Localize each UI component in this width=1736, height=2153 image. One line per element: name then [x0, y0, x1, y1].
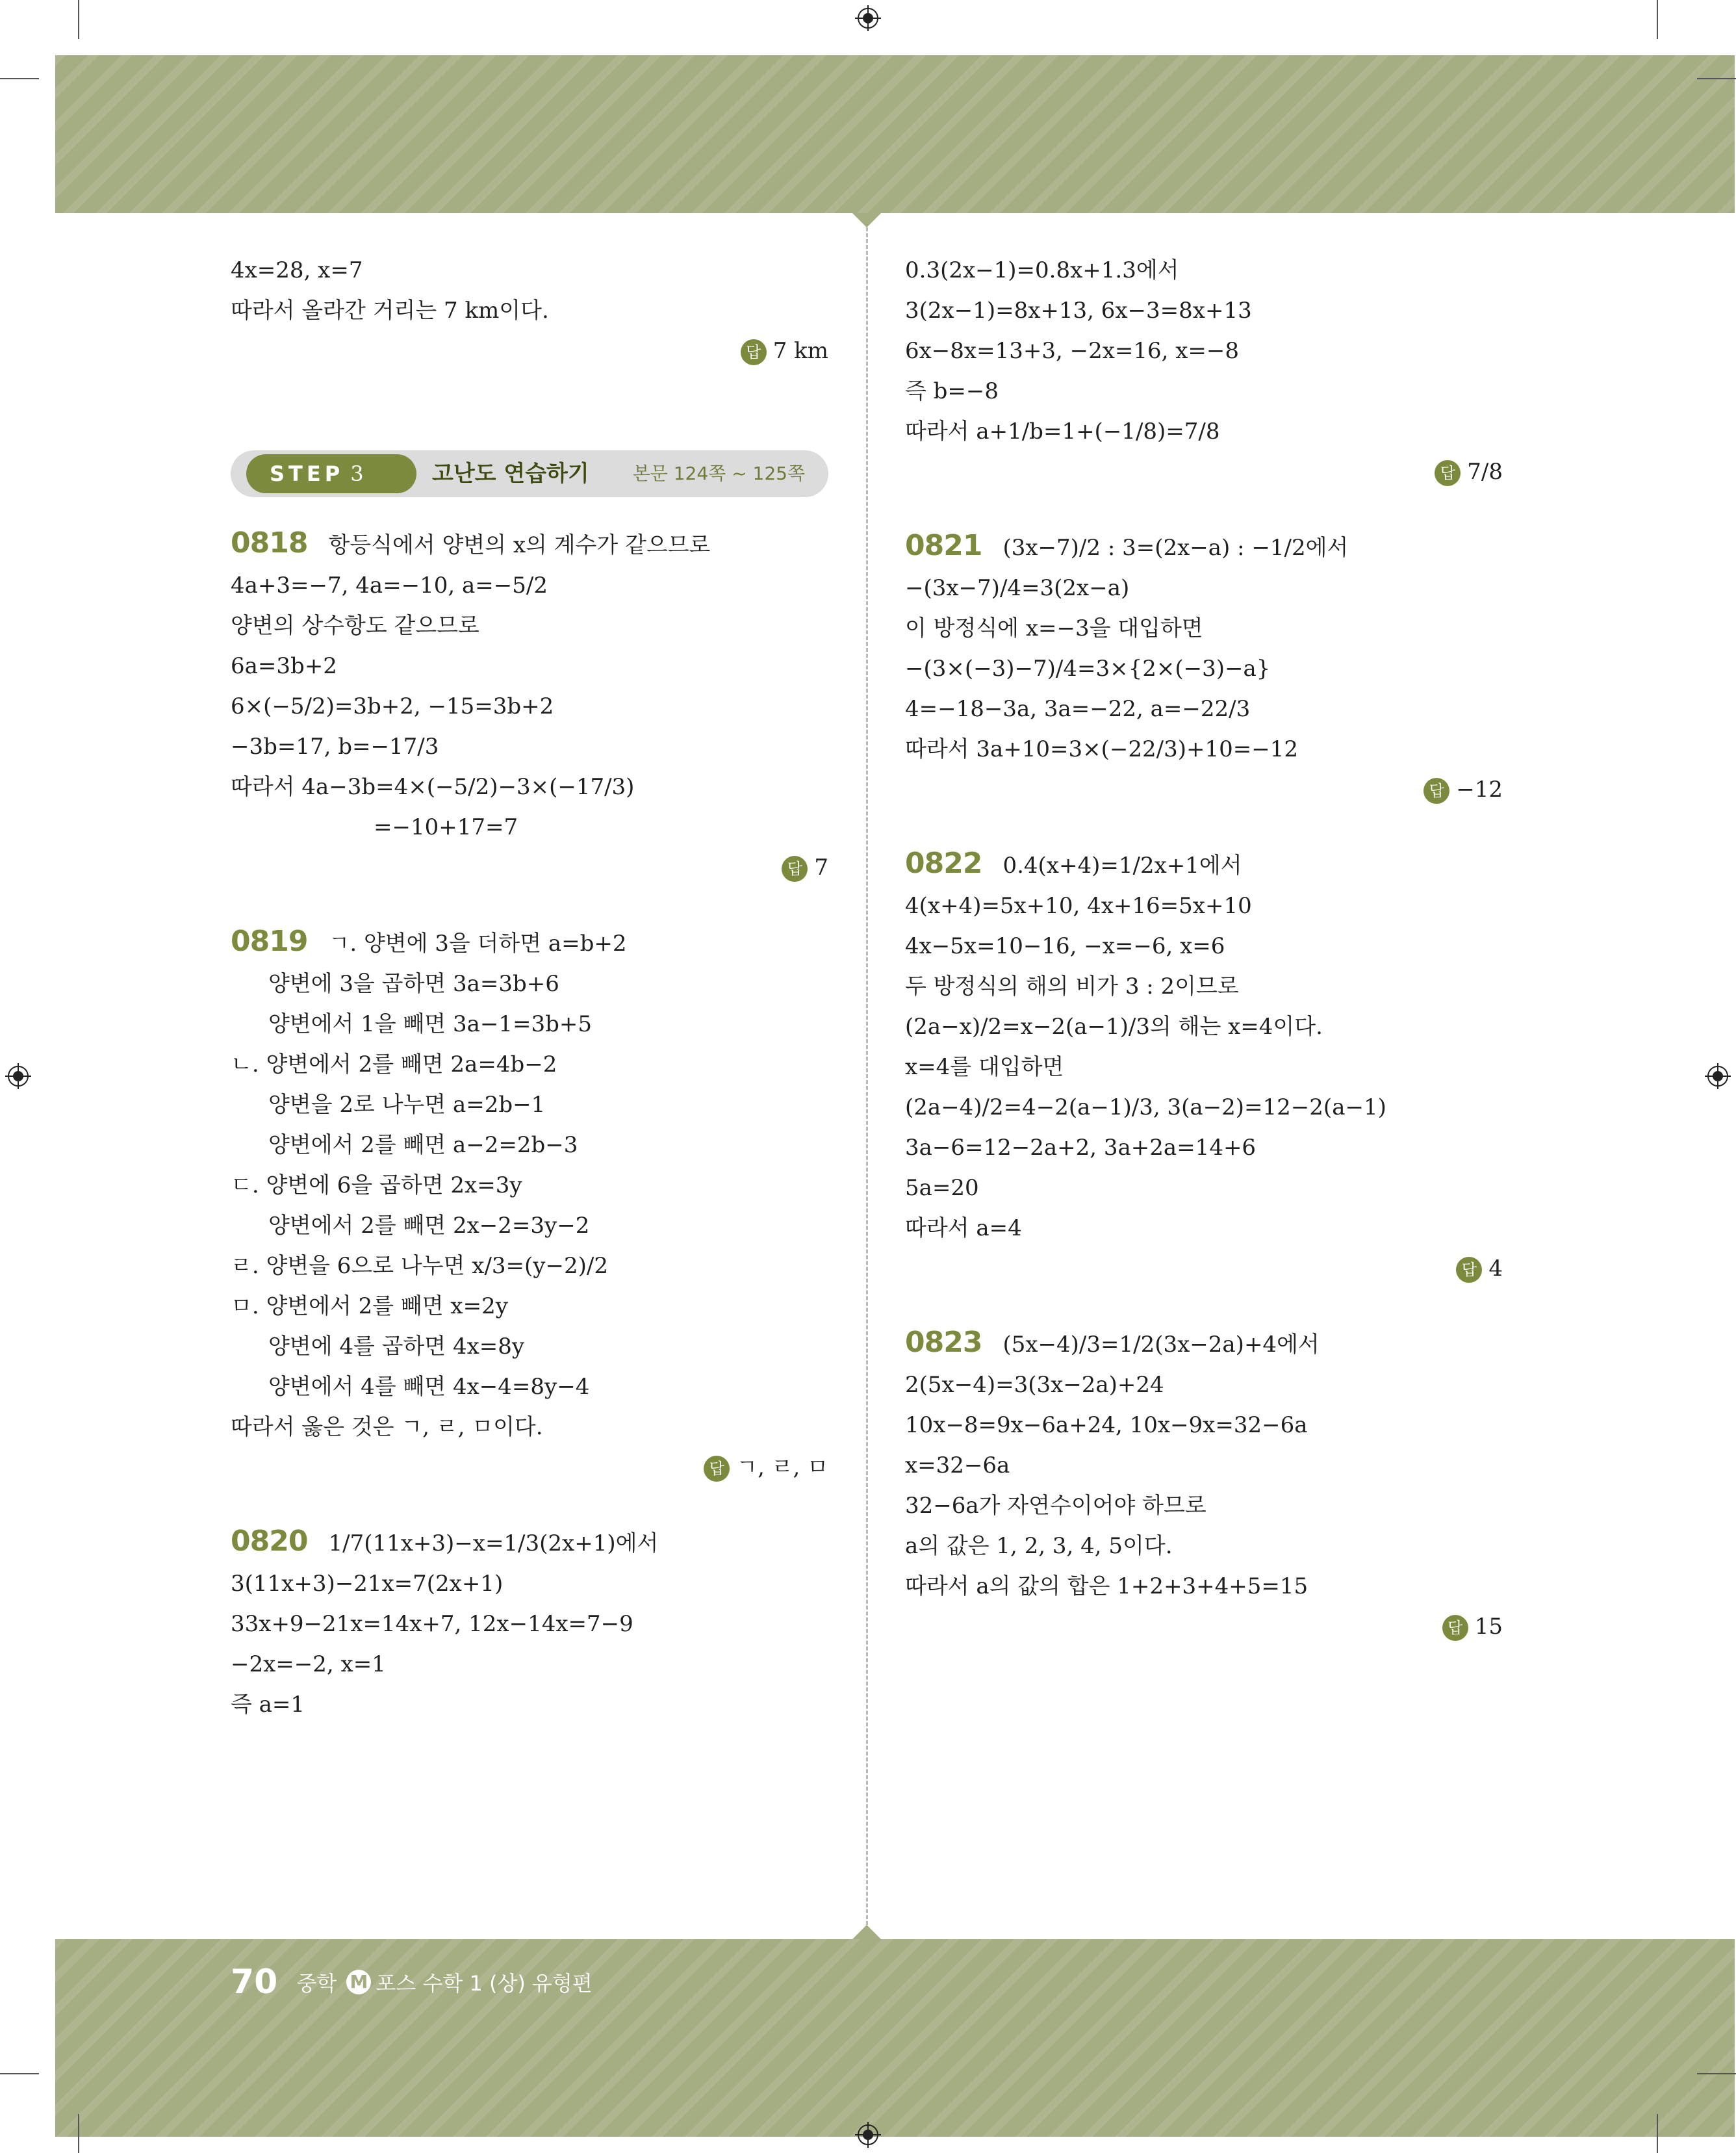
book-prefix: 중학: [296, 1971, 337, 1996]
answer-value: 7: [814, 855, 828, 881]
solution-line: 6x−8x=13+3, −2x=16, x=−8: [905, 338, 1240, 364]
answer-icon: 답: [1423, 778, 1449, 804]
solution-line: (2a−x)/2=x−2(a−1)/3의 해는 x=4이다.: [905, 1014, 1323, 1040]
solution-line: (2a−4)/2=4−2(a−1)/3, 3(a−2)=12−2(a−1): [905, 1094, 1386, 1120]
solution-line: 양변에서 2를 빼면 2x−2=3y−2: [268, 1213, 590, 1239]
solution-line: (3x−7)/2 : 3=(2x−a) : −1/2에서: [1002, 535, 1349, 561]
answer-icon: 답: [1435, 460, 1461, 486]
footer-notch: [852, 1925, 881, 1939]
solution-line: 따라서 a+1/b=1+(−1/8)=7/8: [905, 419, 1220, 445]
solution-line: 두 방정식의 해의 비가 3 : 2이므로: [905, 973, 1239, 999]
page-footer: [231, 1963, 593, 2002]
registration-mark-icon: [855, 5, 881, 31]
solution-line: x=32−6a: [905, 1452, 1010, 1478]
solution-line: 6×(−5/2)=3b+2, −15=3b+2: [231, 693, 554, 719]
answer-icon: 답: [1442, 1615, 1468, 1641]
solution-line: 양변의 상수항도 같으므로: [231, 613, 479, 639]
solution-line: −(3x−7)/4=3(2x−a): [905, 575, 1130, 601]
solution-line: 4x−5x=10−16, −x=−6, x=6: [905, 933, 1225, 959]
crop-mark: [1697, 2073, 1736, 2074]
solution-line: 따라서 4a−3b=4×(−5/2)−3×(−17/3): [231, 774, 635, 800]
solution-line: 양변에서 1을 빼면 3a−1=3b+5: [268, 1011, 592, 1037]
answer: [905, 769, 1503, 810]
solution-line: x=4를 대입하면: [905, 1054, 1064, 1080]
problem-number: 0819: [231, 925, 308, 958]
crop-mark: [1697, 78, 1736, 79]
answer: [231, 847, 828, 888]
answer-icon: 답: [782, 856, 808, 882]
solution-line: 6a=3b+2: [231, 653, 337, 679]
crop-mark: [78, 0, 79, 39]
solution-line: 양변에 4를 곱하면 4x=8y: [268, 1334, 525, 1360]
step-reference: 본문 124쪽 ~ 125쪽: [632, 463, 805, 484]
solution-line: 따라서 3a+10=3×(−22/3)+10=−12: [905, 736, 1298, 762]
solution-line: 0.4(x+4)=1/2x+1에서: [1002, 853, 1242, 879]
answer: [231, 331, 828, 371]
problem-0819: [231, 922, 828, 1488]
left-column: [231, 250, 828, 1725]
solution-line: 양변에서 2를 빼면 a−2=2b−3: [268, 1132, 578, 1158]
solution-line: −2x=−2, x=1: [231, 1651, 386, 1677]
solution-line: 양변에 3을 곱하면 3a=3b+6: [268, 971, 559, 997]
header-band: [55, 55, 1735, 213]
column-divider: [866, 227, 868, 1925]
right-column: [905, 250, 1503, 1647]
crop-mark: [78, 2114, 79, 2153]
crop-mark: [0, 78, 39, 79]
solution-line: 33x+9−21x=14x+7, 12x−14x=7−9: [231, 1611, 633, 1637]
problem-0821: [905, 526, 1503, 810]
solution-line: (5x−4)/3=1/2(3x−2a)+4에서: [1002, 1332, 1320, 1358]
solution-line: ㄴ. 양변에서 2를 빼면 2a=4b−2: [231, 1051, 557, 1077]
registration-mark-icon: [5, 1063, 31, 1089]
problem-number: 0818: [231, 526, 308, 560]
crop-mark: [0, 2073, 39, 2074]
answer: [905, 1248, 1503, 1289]
answer: [905, 452, 1503, 492]
answer-icon: 답: [704, 1456, 730, 1482]
problem-number: 0821: [905, 529, 982, 562]
solution-line: 10x−8=9x−6a+24, 10x−9x=32−6a: [905, 1412, 1308, 1438]
answer-value: 15: [1474, 1614, 1503, 1640]
solution-line: 0.3(2x−1)=0.8x+1.3에서: [905, 257, 1179, 283]
solution-line: 4a+3=−7, 4a=−10, a=−5/2: [231, 573, 548, 599]
solution-line: 32−6a가 자연수이어야 하므로: [905, 1493, 1206, 1519]
problem-0818: [231, 523, 828, 888]
solution-line: 따라서 옳은 것은 ㄱ, ㄹ, ㅁ이다.: [231, 1414, 543, 1440]
problem-0822: [905, 844, 1503, 1289]
answer-value: ㄱ, ㄹ, ㅁ: [736, 1454, 828, 1480]
page-number: 70: [231, 1963, 278, 2002]
solution-line: 항등식에서 양변의 x의 계수가 같으므로: [328, 532, 711, 558]
solution-line: 양변을 2로 나누면 a=2b−1: [268, 1092, 546, 1118]
answer: [231, 1447, 828, 1488]
answer-value: 7/8: [1467, 459, 1503, 485]
solution-line: 이 방정식에 x=−3을 대입하면: [905, 615, 1203, 641]
solution-line: −3b=17, b=−17/3: [231, 734, 439, 760]
solution-line: 따라서 a=4: [905, 1215, 1022, 1241]
solution-line: ㄷ. 양변에 6을 곱하면 2x=3y: [231, 1172, 522, 1198]
step-banner: [231, 450, 828, 497]
solution-line: 따라서 a의 값의 합은 1+2+3+4+5=15: [905, 1573, 1308, 1599]
solution-line: ㄱ. 양변에 3을 더하면 a=b+2: [328, 931, 627, 957]
solution-line: 3(2x−1)=8x+13, 6x−3=8x+13: [905, 298, 1252, 324]
solution-line: 3a−6=12−2a+2, 3a+2a=14+6: [905, 1135, 1257, 1161]
problem-number: 0822: [905, 847, 982, 880]
solution-line: 5a=20: [905, 1175, 979, 1201]
brand-badge-icon: M: [346, 1970, 371, 1994]
registration-mark-icon: [1705, 1063, 1731, 1089]
solution-line: ㅁ. 양변에서 2를 빼면 x=2y: [231, 1293, 508, 1319]
answer-icon: 답: [741, 339, 767, 365]
answer-value: 7 km: [772, 338, 828, 364]
step-number: 3: [350, 461, 364, 486]
solution-line: −(3×(−3)−7)/4=3×{2×(−3)−a}: [905, 656, 1271, 682]
problem-0820: [231, 1521, 828, 1725]
solution-line: 3(11x+3)−21x=7(2x+1): [231, 1571, 504, 1597]
solution-line: 즉 b=−8: [905, 378, 999, 404]
answer: [905, 1606, 1503, 1647]
solution-line: 즉 a=1: [231, 1692, 305, 1718]
book-title: 포스 수학 1 (상) 유형편: [376, 1971, 593, 1996]
answer-value: 4: [1488, 1256, 1503, 1282]
registration-mark-icon: [855, 2122, 881, 2148]
solution-line: 4x=28, x=7: [231, 257, 363, 283]
answer-icon: 답: [1456, 1257, 1482, 1283]
solution-line: ㄹ. 양변을 6으로 나누면 x/3=(y−2)/2: [231, 1253, 608, 1279]
solution-line: 양변에서 4를 빼면 4x−4=8y−4: [268, 1374, 590, 1400]
crop-mark: [1657, 2114, 1658, 2153]
solution-line: a의 값은 1, 2, 3, 4, 5이다.: [905, 1533, 1173, 1559]
solution-line: 2(5x−4)=3(3x−2a)+24: [905, 1372, 1164, 1398]
step-title: 고난도 연습하기: [432, 461, 589, 487]
solution-line: =−10+17=7: [374, 814, 518, 840]
crop-mark: [1657, 0, 1658, 39]
problem-number: 0820: [231, 1525, 308, 1558]
solution-line: 1/7(11x+3)−x=1/3(2x+1)에서: [328, 1530, 659, 1556]
solution-line: 따라서 올라간 거리는 7 km이다.: [231, 298, 549, 324]
problem-0823: [905, 1322, 1503, 1647]
answer-value: −12: [1456, 777, 1503, 803]
problem-number: 0823: [905, 1326, 982, 1359]
header-notch: [852, 213, 881, 227]
step-label: STEP 3: [246, 454, 416, 493]
solution-line: 4=−18−3a, 3a=−22, a=−22/3: [905, 696, 1251, 722]
solution-line: 4(x+4)=5x+10, 4x+16=5x+10: [905, 893, 1252, 919]
